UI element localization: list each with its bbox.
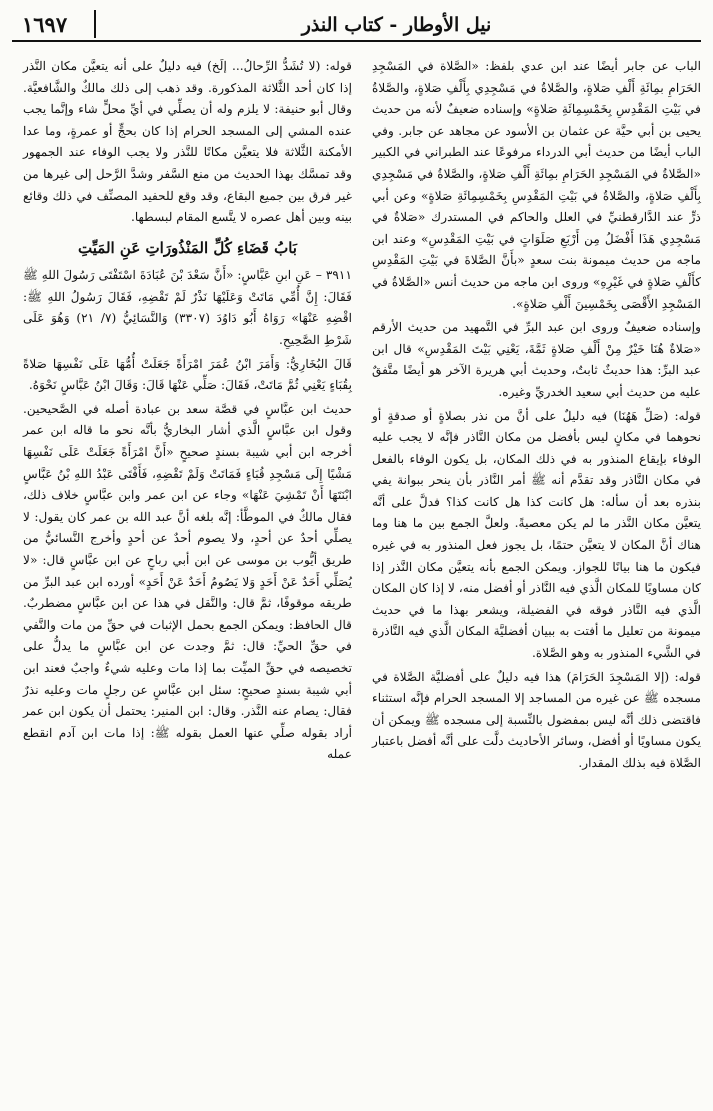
paragraph: قوله: (إلا المَسْجِدَ الحَرَامَ) هذا فيه دليلٌ على أفضليَّة الصَّلاة في مسجده ﷺ عن غيره من المساجد إلا المسجد الحرام فإنَّه استثناء فاقتضى ذلك أنَّه ليس بمفضول بالنِّسبة إلى مسجده ﷺ ويمكن أن يكون مساويًا أو أفضل، وسائر الأحاديث دلَّت على أنَّه أفضل باعتبار الصَّلاة فيه بذلك المقدار. — [372, 669, 701, 770]
text-columns — [12, 56, 701, 777]
paragraph: حديث ابن عبَّاسٍ في قصَّة سعد بن عبادة أصله في الصَّحيحين. وقول ابن عبَّاسٍ الَّذي أشار البخاريُّ بأنَّه نحو ما قاله ابن عمر أخرجه ابن أبي شيبة بسندٍ صحيحٍ «أَنَّ امْرَأَةً جَعَلَتْ عَلَى نَفْسِهَا مَشْيًا إِلَى مَسْجِدِ قُبَاءٍ فَمَاتَتْ وَلَمْ تَقْضِهِ، فَأَفْتَى عَبْدُ اللهِ بْنُ عَبَّاسٍ ابْنَتَهَا أَنْ تَمْشِيَ عَنْهَا» وجاء عن ابن عمر وابن عبَّاسٍ خلاف ذلك، فقال مالكٌ في الموطَّأ: إنَّه بلغه أنَّ عبد الله بن عمر كان يقول: لا يصلِّي أحدٌ عن أحدٍ، ولا يصوم أحدٌ عن أحدٍ وأخرج النَّسائيُّ من طريق أيُّوب بن موسى عن ابن أبي رباحٍ عن ابن عبَّاسٍ قال: «لا يُصَلِّي أَحَدٌ عَنْ أَحَدٍ وَلا يَصُومُ أَحَدٌ عَنْ أَحَدٍ» أورده ابن عبد البرِّ من طريقه موقوفًا، ثمَّ قال: والنَّقل في هذا عن ابن عبَّاسٍ مضطربٌ. قال الحافظ: ويمكن الجمع بحمل الإثبات في حقِّ من مات والنَّفي في حقِّ الحيِّ: قال: ثمَّ وجدت عن ابن عبَّاسٍ ما يدلُّ على تخصيصه في حقِّ الميِّت بما إذا مات وعليه شيءٌ واجبٌ فعند ابن أبي شيبة بسندٍ صحيحٍ: سئل ابن عبَّاسٍ عن رجلٍ مات وعليه نذرٌ فقال: يصام عنه النَّذر. وقال: ابن المنير: يحتمل أن يكون ابن عمر أراد بقوله صلِّي عنها العمل بقوله ﷺ: إذا مات ابن آدم انقطع عمله — [23, 401, 352, 762]
left-column — [23, 56, 362, 777]
paragraph: وإسناده ضعيفٌ وروى ابن عبد البرِّ في التَّمهيد من حديث الأرقم «صَلاةٌ هُنَا خَيْرٌ مِنْ أَلْفِ صَلاةٍ ثَمَّةَ، يَعْنِي بَيْتَ المَقْدِسِ» قال ابن عبد البرِّ: هذا حديثٌ ثابتٌ، وحديث أبي هريرة الآخر هو أيضًا متَّفقٌ عليه من حديث أبي سعيد الخدريِّ وغيره. — [372, 320, 701, 399]
header-divider — [94, 10, 96, 38]
page-number: ١٦٩٧ — [22, 12, 68, 37]
page-header — [12, 10, 701, 42]
right-column — [362, 56, 701, 777]
chapter-heading: بَابُ قَضَاءِ كُلِّ المَنْذُورَاتِ عَنِ المَيِّتِ — [78, 238, 297, 257]
hadith-paragraph: ٣٩١١ – عَنِ ابنِ عَبَّاسٍ: «أَنَّ سَعْدَ بْنَ عُبَادَةَ اسْتَفْتَى رَسُولَ اللهِ ﷺ فَقَالَ: إِنَّ أُمِّي مَاتَتْ وَعَلَيْهَا نَذْرٌ لَمْ تَقْضِهِ، فَقَالَ رَسُولُ اللهِ ﷺ: اقْضِهِ عَنْهَا» رَوَاهُ أَبُو دَاوُدَ (٣٣٠٧) وَالنَّسَائِيُّ (٧/ ٢١) وَهُوَ عَلَى شَرْطِ الصَّحِيحِ. — [23, 268, 353, 348]
paragraph: قَالَ البُخَارِيُّ: وَأَمَرَ ابْنُ عُمَرَ امْرَأَةً جَعَلَتْ أُمُّهَا عَلَى نَفْسِهَا صَلاةً بِقُبَاءٍ يَعْنِي ثُمَّ مَاتَتْ، فَقَالَ: صَلِّي عَنْهَا قَالَ: وَقَالَ ابْنُ عَبَّاسٍ نَحْوَهُ. — [23, 356, 352, 393]
paragraph: قوله: (صَلِّ هَهُنَا) فيه دليلٌ على أنَّ من نذر بصلاةٍ أو صدقةٍ أو نحوهما في مكانٍ ليس بأفضل من مكان النَّاذر فإنَّه لا يجب عليه الوفاء بإيقاع المنذور به في ذلك المكان، بل يكون الوفاء بالفعل في مكان النَّاذر وقد تقدَّم أنه ﷺ أمر النَّاذر بأن ينحر ببوانة يفي بنذره بعد أن سأله: هل كانت كذا هل كانت كذا؟ فدلَّ على أنَّه يتعيَّن مكان النَّذر ما لم يكن معصيةً. ولعلَّ الجمع بين ما هنا وما هناك أنَّ المكان لا يتعيَّن حتمًا، بل يجوز فعل المنذور به في غيره فيكون ما هنا بيانًا للجواز. ويمكن الجمع بأنه يتعيَّن مكان النَّذر إذا كان مساويًا للمكان الَّذي فيه النَّاذر أو أفضل منه، لا إذا كان المكان الَّذي فيه النَّاذر فوقه في الفضيلة، ويشعر بهذا ما في حديث ميمونة من تعليل ما أفتت به ببيان أفضليَّة المكان الَّذي فيه النَّاذرة في الشَّيء المنذور به وهو الصَّلاة. — [372, 408, 701, 661]
running-title: نيل الأوطار - كتاب النذر — [301, 14, 492, 36]
paragraph: قوله: (لا تُشَدُّ الرِّحالُ... إلَخ) فيه دليلٌ على أنه يتعيَّن مكان النَّذر إذا كان أحد الثَّلاثة المذكورة. وقد ذهب إلى ذلك مالكٌ والشَّافعيَّة. وقال أبو حنيفة: لا يلزم وله أن يصلِّي في أيِّ محلٍّ شاء وإنَّما يجب عنده المشي إلى المسجد الحرام إذا كان بحجٍّ أو عمرةٍ، وما عدا الأمكنة الثَّلاثة فلا يتعيَّن مكانًا للنَّذر ولا يجب الوفاء عند الجمهور وقد تمسَّك بهذا الحديث من منع السَّفر وشدَّ الرَّحل إلى غيرها من غير فرق بين جميع البقاع، وقد وقع للحفيد المصنِّف في ذلك وقائع بينه وبين أهل عصره لا يتَّسع المقام لبسطها. — [23, 59, 352, 225]
paragraph: الباب عن جابر أيضًا عند ابن عدي بلفظ: «الصَّلاة في المَسْجِدِ الحَرَامِ بمِائَةِ أَلْفِ صَلاةٍ، والصَّلاةُ في مَسْجِدِي بِأَلْفِ صَلاةٍ، والصَّلاةُ في بَيْتِ المَقْدِسِ بِخَمْسِمِائَةِ صَلاةٍ» وإسناده ضعيفٌ لأنه من حديث يحيى بن أبي حيَّة عن عثمان بن الأسود عن مجاهد عن جابر. وفي الباب أيضًا من حديث أبي الدرداء مرفوعًا عند الطبراني في الكبير «الصَّلاةُ في المَسْجِدِ الحَرَامِ بمِائَةِ أَلْفِ صَلاةٍ، والصَّلاةُ في مَسْجِدِي بِأَلْفِ صَلاةٍ، والصَّلاةُ في بَيْتِ المَقْدِسِ بِخَمْسِمِائَةِ صَلاةٍ» وعن أبي ذرٍّ عند الدَّارقطنيِّ في العلل والحاكم في المستدرك «صَلاةٌ في مَسْجِدِي هَذَا أَفْضَلُ مِن أَرْبَعِ صَلَوَاتٍ في بَيْتِ المَقْدِسِ» وعند ابن ماجه من حديث ميمونة بنت سعدٍ «بأَنَّ الصَّلاةَ في بَيْتِ المَقْدِسِ كأَلْفِ صَلاةٍ في غَيْرِهِ» وروى ابن ماجه من حديث أنس «الصَّلاةُ في المَسْجِدِ الأَقْصَى بِخَمْسِينَ أَلْفِ صَلاةٍ». — [372, 59, 701, 311]
